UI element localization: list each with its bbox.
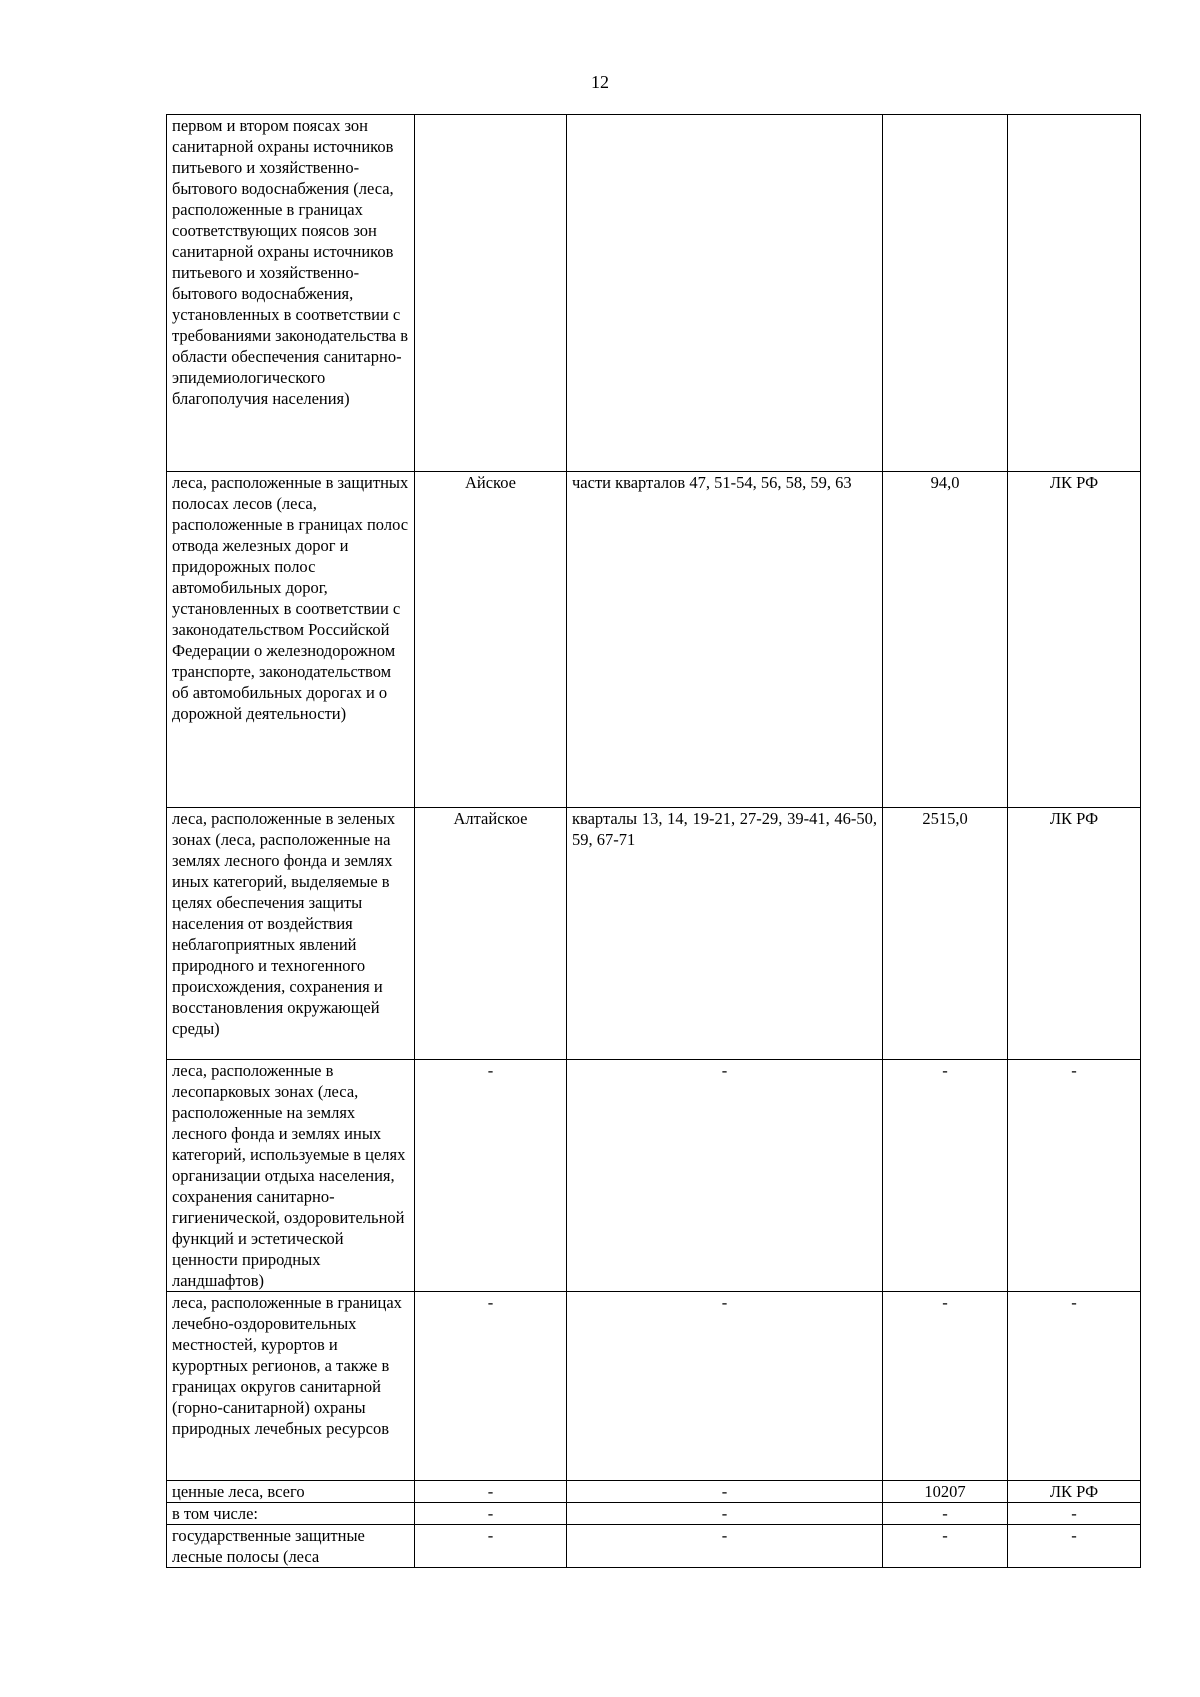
quarters-cell: - <box>567 1503 883 1525</box>
category-cell: ценные леса, всего <box>167 1481 415 1503</box>
page-number: 12 <box>591 72 609 92</box>
forestry-cell: - <box>415 1525 567 1568</box>
table-row <box>167 1481 1141 1503</box>
table-row <box>167 472 1141 808</box>
forestry-cell: - <box>415 1292 567 1481</box>
forestry-cell: - <box>415 1060 567 1292</box>
forestry-cell <box>415 115 567 472</box>
category-cell: государственные защитные лесные полосы (леса <box>167 1525 415 1568</box>
basis-cell: - <box>1008 1292 1141 1481</box>
forestry-cell: - <box>415 1481 567 1503</box>
area-cell: - <box>883 1292 1008 1481</box>
quarters-cell: - <box>567 1481 883 1503</box>
basis-cell: ЛК РФ <box>1008 472 1141 808</box>
forestry-cell: Айское <box>415 472 567 808</box>
table-row <box>167 1060 1141 1292</box>
area-cell <box>883 115 1008 472</box>
table-row <box>167 808 1141 1060</box>
quarters-cell: - <box>567 1525 883 1568</box>
basis-cell: - <box>1008 1525 1141 1568</box>
basis-cell: ЛК РФ <box>1008 808 1141 1060</box>
quarters-cell: - <box>567 1292 883 1481</box>
area-cell: - <box>883 1525 1008 1568</box>
basis-cell: - <box>1008 1060 1141 1292</box>
area-cell: 10207 <box>883 1481 1008 1503</box>
category-cell: в том числе: <box>167 1503 415 1525</box>
category-cell: первом и втором поясах зон санитарной охраны источников питьевого и хозяйственно-бытового водоснабжения (леса, расположенные в границах соответствующих поясов зон санитарной охраны источников питьевого и хозяйственно-бытового водоснабжения, установленных в соответствии с требованиями законодательства в области обеспечения санитарно-эпидемиологического благополучия населения) <box>167 115 415 472</box>
table-row <box>167 1292 1141 1481</box>
forestry-cell: - <box>415 1503 567 1525</box>
protective-forests-table <box>166 114 1141 1568</box>
quarters-cell: - <box>567 1060 883 1292</box>
category-cell: леса, расположенные в границах лечебно-оздоровительных местностей, курортов и курортных регионов, а также в границах округов санитарной (горно-санитарной) охраны природных лечебных ресурсов <box>167 1292 415 1481</box>
area-cell: 2515,0 <box>883 808 1008 1060</box>
area-cell: - <box>883 1503 1008 1525</box>
area-cell: 94,0 <box>883 472 1008 808</box>
table-row <box>167 1525 1141 1568</box>
table-row <box>167 1503 1141 1525</box>
table-row <box>167 115 1141 472</box>
category-cell: леса, расположенные в зеленых зонах (леса, расположенные на землях лесного фонда и землях иных категорий, выделяемые в целях обеспечения защиты населения от воздействия неблагоприятных явлений природного и техногенного происхождения, сохранения и восстановления окружающей среды) <box>167 808 415 1060</box>
area-cell: - <box>883 1060 1008 1292</box>
category-cell: леса, расположенные в защитных полосах лесов (леса, расположенные в границах полос отвода железных дорог и придорожных полос автомобильных дорог, установленных в соответствии с законодательством Российской Федерации о железнодорожном транспорте, законодательством об автомобильных дорогах и о дорожной деятельности) <box>167 472 415 808</box>
quarters-cell: части кварталов 47, 51-54, 56, 58, 59, 63 <box>567 472 883 808</box>
basis-cell: - <box>1008 1503 1141 1525</box>
forestry-cell: Алтайское <box>415 808 567 1060</box>
quarters-cell: кварталы 13, 14, 19-21, 27-29, 39-41, 46-50, 59, 67-71 <box>567 808 883 1060</box>
category-cell: леса, расположенные в лесопарковых зонах (леса, расположенные на землях лесного фонда и землях иных категорий, используемые в целях организации отдыха населения, сохранения санитарно-гигиенической, оздоровительной функций и эстетической ценности природных ландшафтов) <box>167 1060 415 1292</box>
basis-cell <box>1008 115 1141 472</box>
basis-cell: ЛК РФ <box>1008 1481 1141 1503</box>
quarters-cell <box>567 115 883 472</box>
